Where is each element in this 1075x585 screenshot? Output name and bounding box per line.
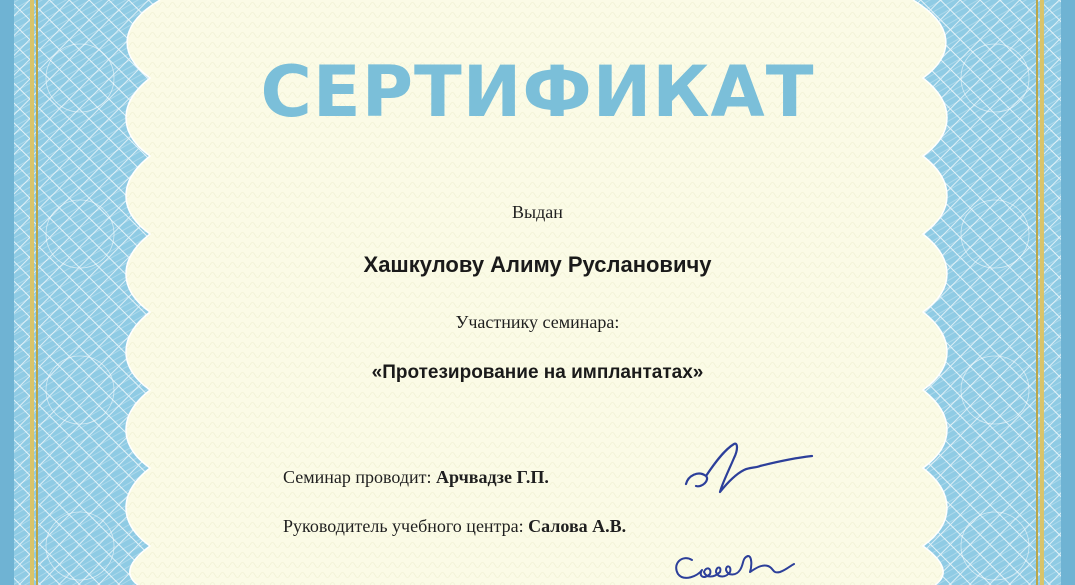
certificate-title: СЕРТИФИКАТ <box>260 51 815 133</box>
head-label: Руководитель учебного центра: <box>283 516 524 536</box>
instructor-name: Арчвадзе Г.П. <box>436 467 549 487</box>
head-line <box>283 514 626 538</box>
instructor-line <box>283 465 549 489</box>
participant-label: Участнику семинара: <box>455 312 620 332</box>
seminar-title: «Протезирование на имплантатах» <box>371 362 704 383</box>
issued-label: Выдан <box>512 202 563 222</box>
instructor-label: Семинар проводит: <box>283 467 432 487</box>
recipient-name: Хашкулову Алиму Руслановичу <box>363 252 712 277</box>
head-name: Салова А.В. <box>528 516 627 536</box>
